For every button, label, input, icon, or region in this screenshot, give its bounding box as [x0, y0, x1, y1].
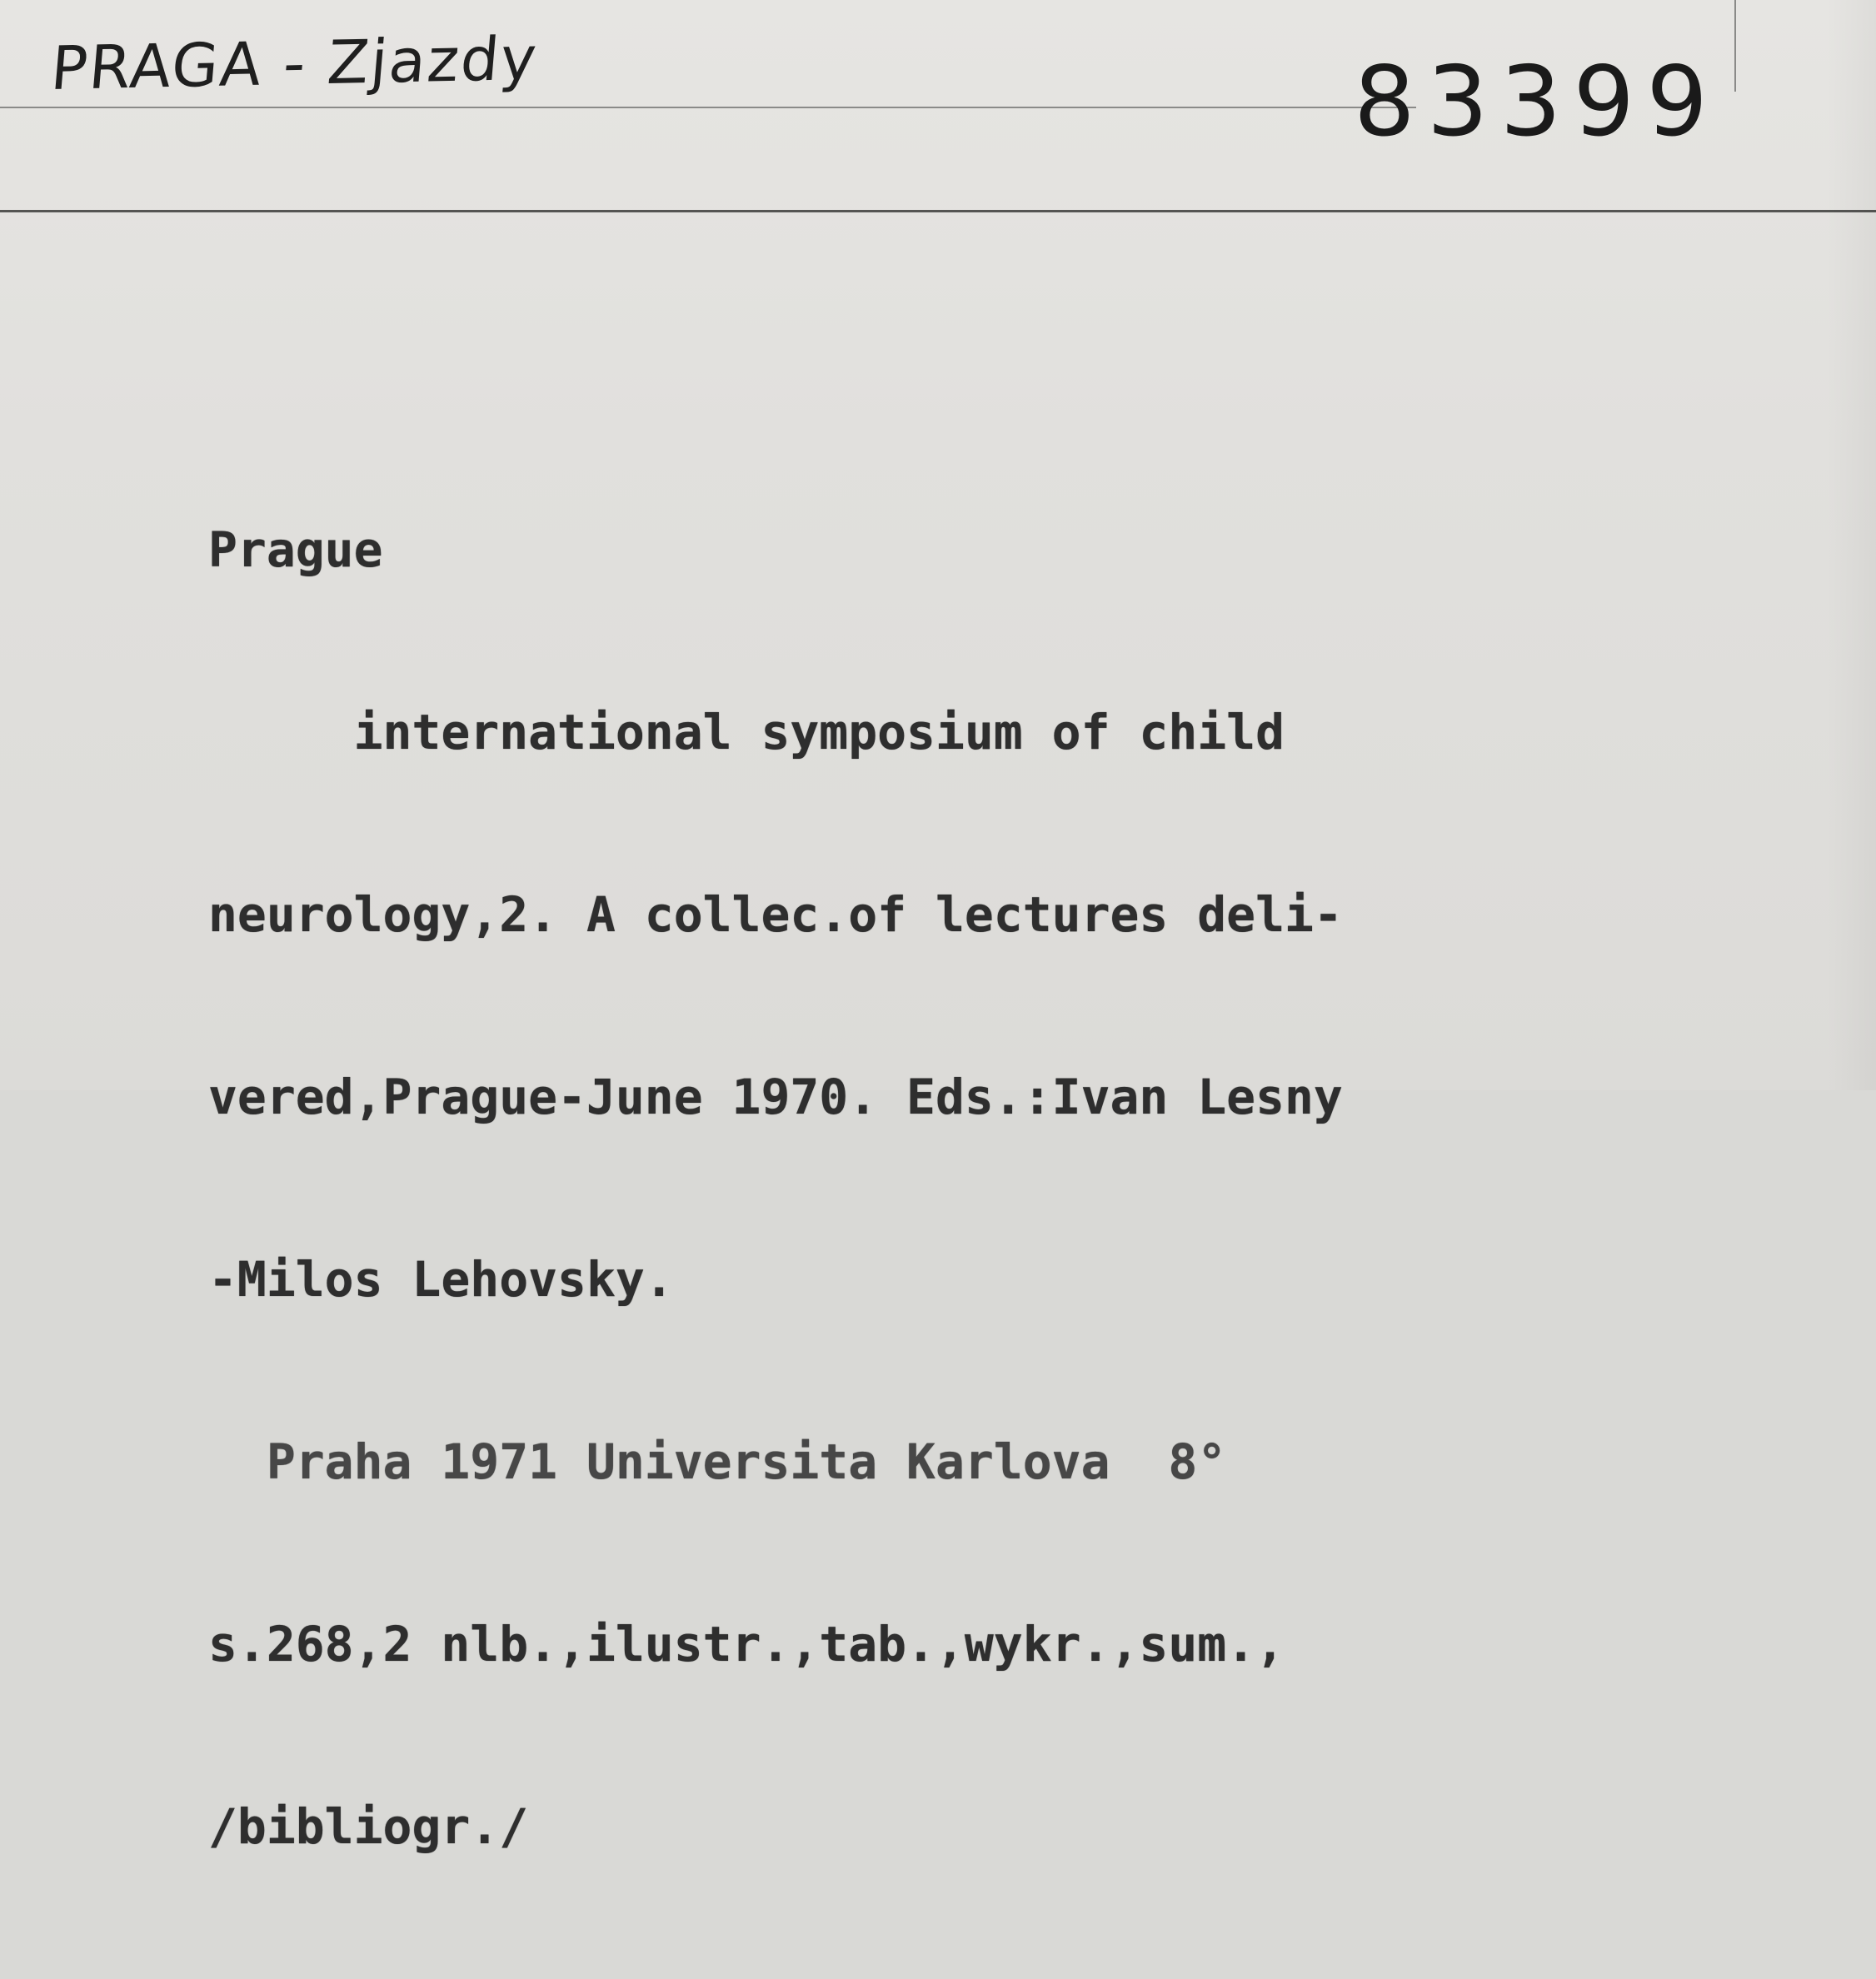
entry-line: neurology,2. A collec.of lectures deli-: [208, 886, 1343, 943]
entry-line: s.268,2 nlb.,ilustr.,tab.,wykr.,sum.,: [208, 1616, 1285, 1672]
entry-line: international symposium of child: [208, 704, 1285, 760]
entry-line: vered,Prague-June 1970. Eds.:Ivan Lesny: [208, 1069, 1343, 1125]
card-margin-line: [1734, 0, 1736, 92]
entry-line: -Milos Lehovsky.: [208, 1251, 674, 1308]
card-heading: PRAGA - Zjazdy: [48, 22, 541, 104]
entry-line: Prague: [208, 521, 383, 578]
entry-line: Praha 1971 Universita Karlova 8°: [208, 1433, 1227, 1490]
entry-line: /bibliogr./: [208, 1798, 529, 1855]
catalog-entry: [208, 398, 1791, 1979]
heading-rule: [0, 107, 1416, 108]
edge-shadow: [1826, 0, 1876, 1090]
catalog-number: 83399: [1354, 46, 1720, 158]
header-rule: [0, 210, 1876, 212]
